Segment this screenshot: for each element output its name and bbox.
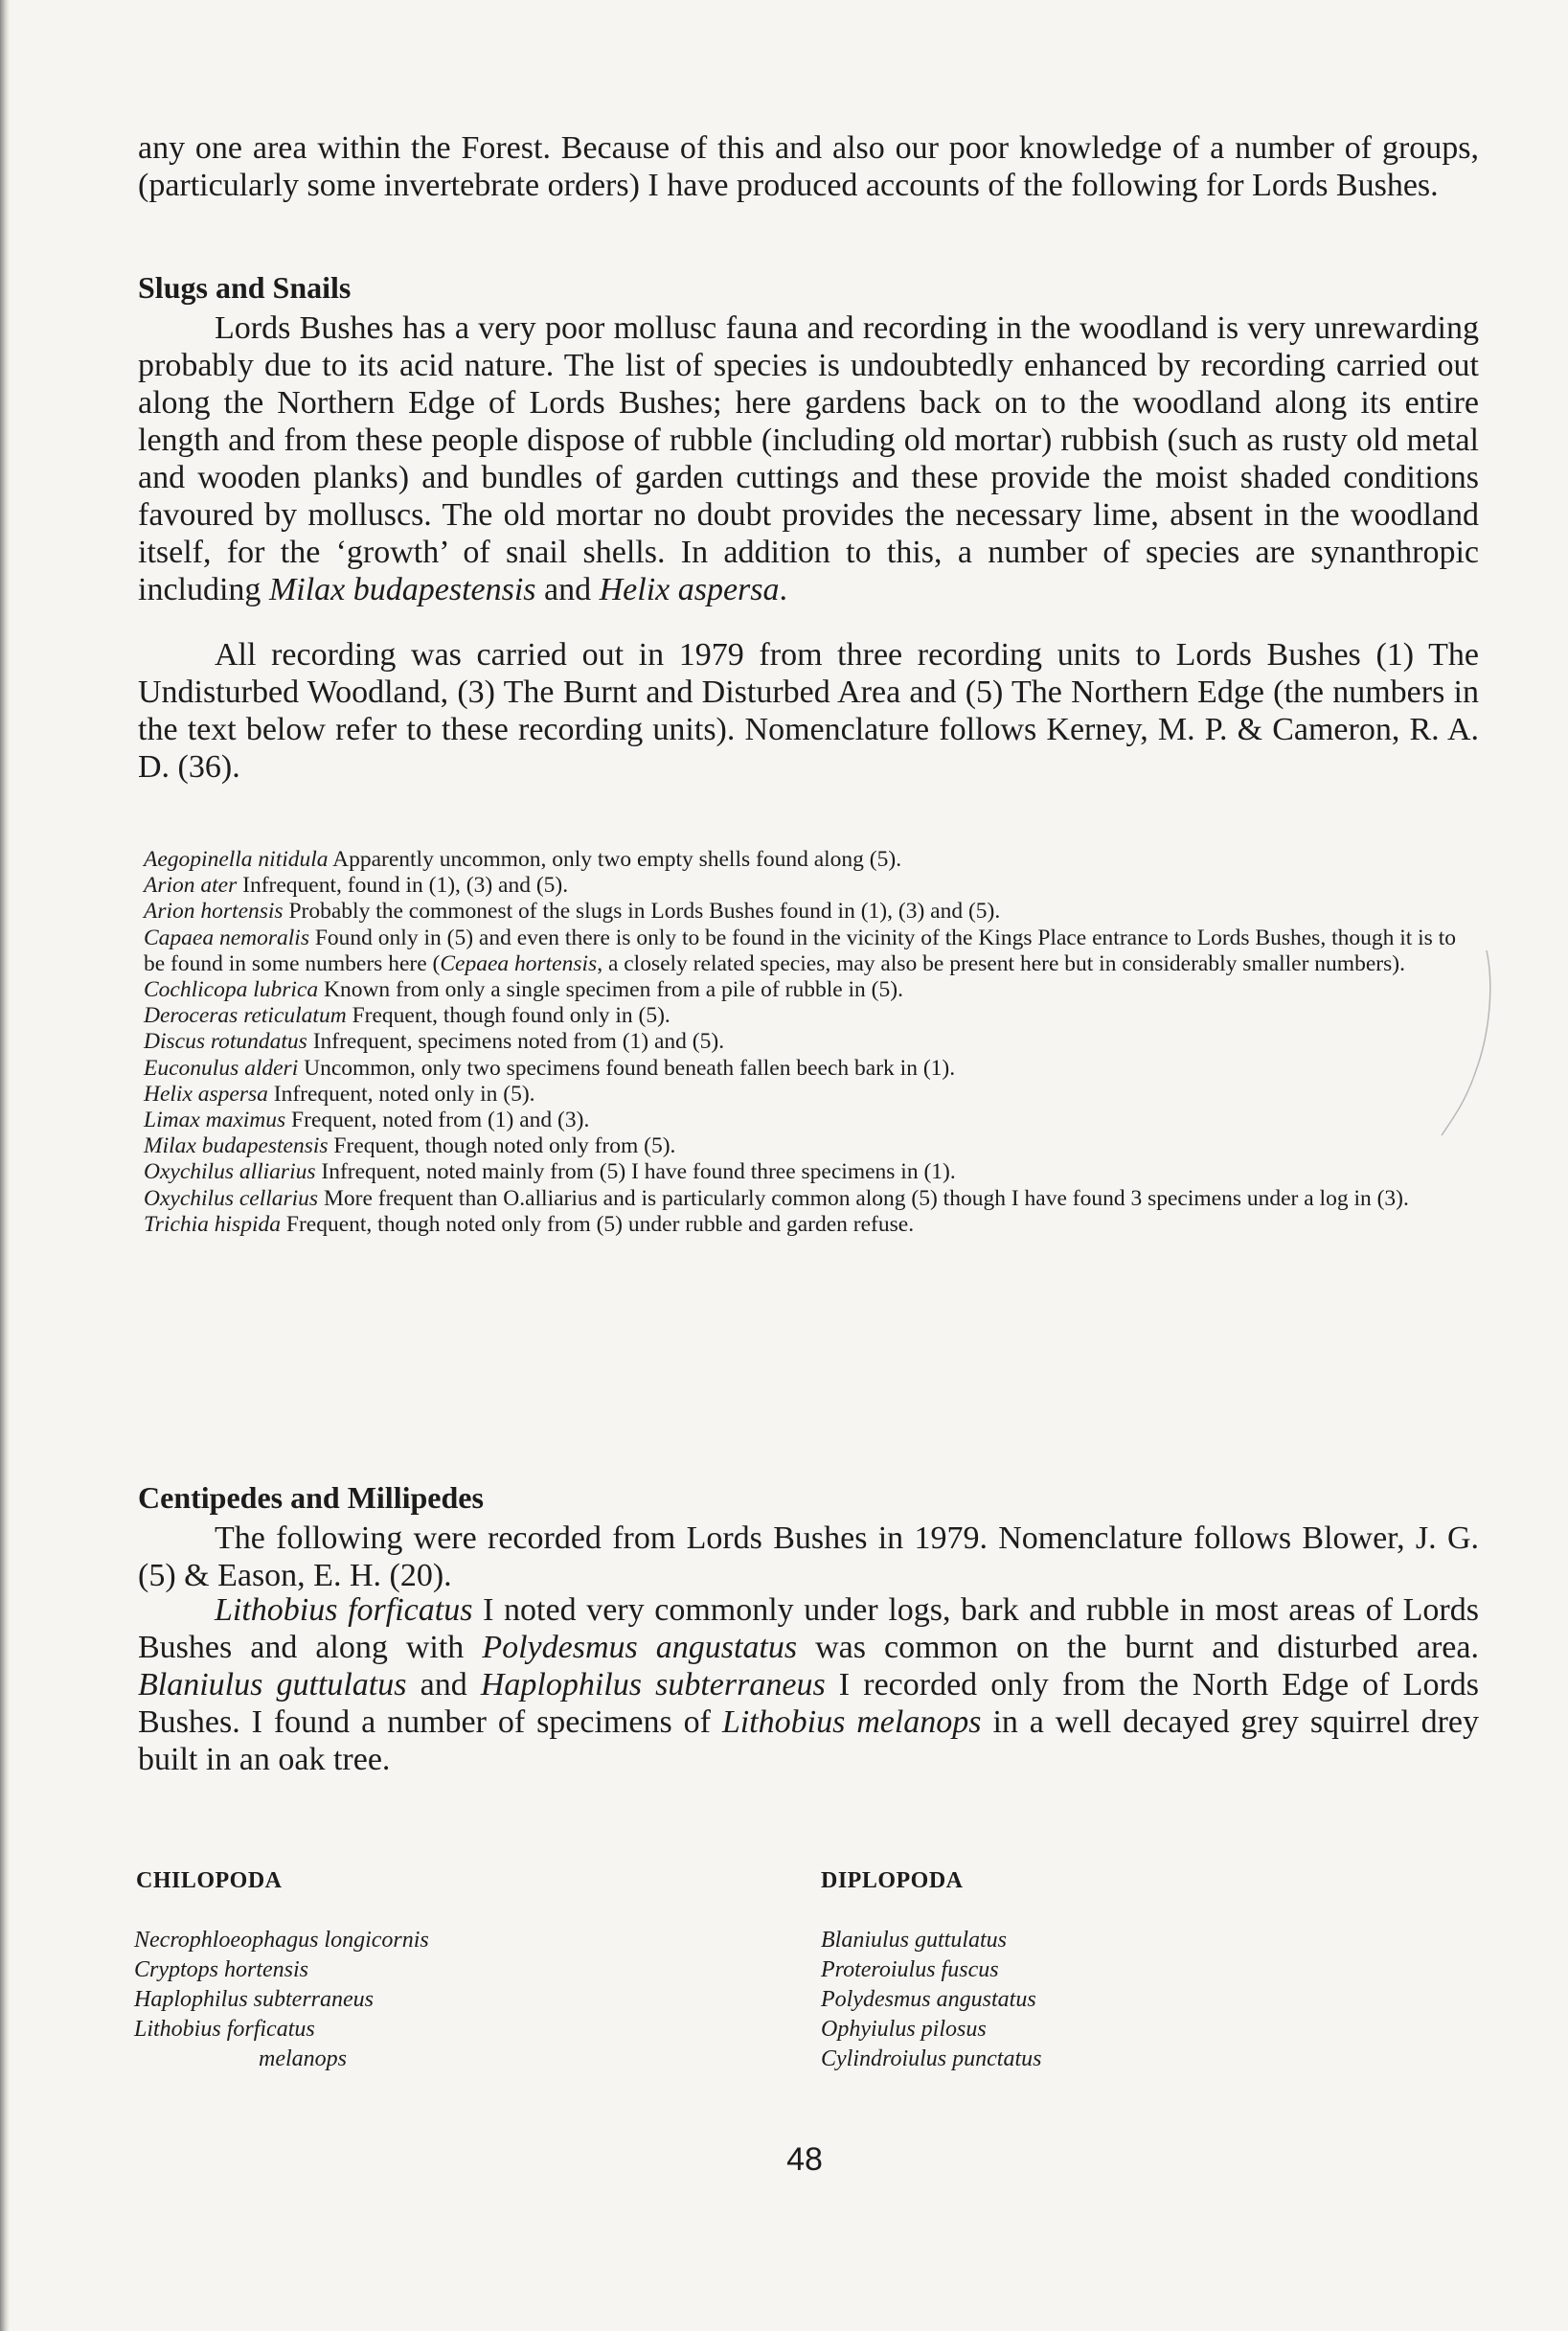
- entry-species-name: Limax maximus: [144, 1108, 286, 1133]
- page-number: 48: [786, 2141, 823, 2178]
- diplopoda-list: [821, 1926, 1041, 2074]
- entry-text: , a closely related species, may also be present here but in considerably smaller numbers).: [597, 950, 1405, 976]
- species-list-item: Lithobius forficatus: [134, 2017, 315, 2042]
- diplopoda-heading: DIPLOPODA: [821, 1868, 964, 1893]
- entry-species-name: Trichia hispida: [144, 1211, 281, 1237]
- entry-text: Apparently uncommon, only two empty shells found along (5).: [328, 847, 902, 872]
- run-species-name: Lithobius melanops: [721, 1704, 982, 1740]
- mollusc-species-list: [144, 847, 1480, 1238]
- species-list-item: Cylindroiulus punctatus: [821, 2046, 1042, 2071]
- entry-text: Infrequent, noted only in (5).: [267, 1081, 535, 1107]
- species-entry: [144, 926, 1480, 977]
- entry-text: Probably the commonest of the slugs in Lords Bushes found in (1), (3) and (5).: [283, 899, 1001, 925]
- entry-species-name: Capaea nemoralis: [144, 925, 309, 950]
- entry-species-name: Cochlicopa lubrica: [144, 977, 319, 1003]
- species-list-item: Ophyiulus pilosus: [821, 2017, 987, 2042]
- entry-species-name: Euconulus alderi: [144, 1055, 299, 1081]
- run-text: I noted very commonly under logs, bark and rubble in most areas of Lords Bushes and along with: [138, 1592, 1479, 1665]
- entry-text: More frequent than O.alliarius and is particularly common along (5) though I have found 3 specimens under a log in (3).: [318, 1185, 1409, 1211]
- species-entry: [144, 899, 1480, 925]
- entry-species-name: Discus rotundatus: [144, 1029, 307, 1055]
- run-text: I recorded only from the North Edge of Lords Bushes. I found a number of specimens of: [138, 1667, 1480, 1740]
- entry-species-name: Cepaea hortensis: [440, 950, 598, 976]
- entry-species-name: Deroceras reticulatum: [144, 1003, 347, 1029]
- species-list-item: Polydesmus angustatus: [821, 1987, 1036, 2012]
- entry-species-name: Arion hortensis: [144, 899, 284, 925]
- species-entry: [144, 847, 1480, 873]
- species-entry: [144, 1056, 1480, 1082]
- run-text: and: [535, 572, 600, 607]
- entry-text: Found only in (5) and even there is only to be found in the vicinity of the Kings Place entrance to Lords Bushes, though it is to be found in some numbers here (: [144, 925, 1456, 976]
- species-entry: [144, 873, 1480, 899]
- entry-text: Frequent, though found only in (5).: [346, 1003, 670, 1029]
- run-species-name: Haplophilus subterraneus: [480, 1667, 826, 1703]
- species-list-item: Blaniulus guttulatus: [821, 1928, 1008, 1953]
- entry-species-name: Arion ater: [144, 873, 238, 899]
- entry-text: Frequent, though noted only from (5).: [328, 1133, 676, 1159]
- run-species-name: Polydesmus angustatus: [482, 1630, 798, 1665]
- slugs-heading: Slugs and Snails: [138, 270, 352, 305]
- run-text: in a well decayed grey squirrel drey built in an oak tree.: [138, 1704, 1479, 1777]
- binding-shadow: [0, 0, 10, 2331]
- chilopoda-list: [134, 1926, 429, 2074]
- slugs-paragraph-1: [138, 309, 1479, 608]
- run-text: was common on the burnt and disturbed area.: [797, 1630, 1479, 1665]
- species-entry: [144, 1082, 1480, 1108]
- entry-species-name: Oxychilus cellarius: [144, 1185, 319, 1211]
- run-species-name: Lithobius forficatus: [215, 1592, 473, 1628]
- species-list-item: Haplophilus subterraneus: [134, 1987, 375, 2012]
- entry-text: Frequent, though noted only from (5) under rubble and garden refuse.: [281, 1211, 915, 1237]
- chilopoda-heading: CHILOPODA: [136, 1868, 283, 1893]
- intro-paragraph: any one area within the Forest. Because of this and also our poor knowledge of a number of groups, (particularly some invertebrate orders) I have produced accounts of the following for Lords Bushes.: [138, 130, 1479, 203]
- centipedes-paragraph-1: The following were recorded from Lords Bushes in 1979. Nomenclature follows Blower, J. G. (5) & Eason, E. H. (20).: [138, 1520, 1479, 1593]
- entry-species-name: Oxychilus alliarius: [144, 1159, 316, 1185]
- slugs-paragraph-2: All recording was carried out in 1979 from three recording units to Lords Bushes (1) The Undisturbed Woodland, (3) The Burnt and Disturbed Area and (5) The Northern Edge (the numbers in the text below refer to these recording units). Nomenclature follows Kerney, M. P. & Cameron, R. A. D. (36).: [138, 637, 1479, 785]
- species-list-item: Proteroiulus fuscus: [821, 1957, 999, 1982]
- run-text: .: [779, 572, 788, 607]
- run-text: and: [406, 1667, 481, 1703]
- pencil-mark: [1437, 948, 1504, 1140]
- run-text: Lords Bushes has a very poor mollusc fauna and recording in the woodland is very unrewarding probably due to its acid nature. The list of species is undoubtedly enhanced by recording carried out along the Northern Edge of Lords Bushes; here gardens back on to the woodland along its entire length and from these people dispose of rubble (including old mortar) rubbish (such as rusty old metal and wooden planks) and bundles of garden cuttings and these provide the moist shaded conditions favoured by molluscs. The old mortar no doubt provides the necessary lime, absent in the woodland itself, for the ‘growth’ of snail shells. In addition to this, a number of species are synanthropic including: [138, 310, 1479, 607]
- centipedes-heading: Centipedes and Millipedes: [138, 1480, 484, 1515]
- entry-text: Infrequent, noted mainly from (5) I have found three specimens in (1).: [315, 1159, 956, 1185]
- species-entry: [144, 1108, 1480, 1133]
- entry-text: Infrequent, specimens noted from (1) and (5).: [307, 1029, 725, 1055]
- species-list-item: Necrophloeophagus longicornis: [134, 1928, 429, 1953]
- species-entry: [144, 1159, 1480, 1185]
- species-entry: [144, 1133, 1480, 1159]
- entry-species-name: Aegopinella nitidula: [144, 847, 329, 872]
- species-entry: [144, 1029, 1480, 1055]
- entry-text: Frequent, noted from (1) and (3).: [285, 1108, 590, 1133]
- species-entry: [144, 1186, 1480, 1212]
- entry-text: Uncommon, only two specimens found beneath fallen beech bark in (1).: [298, 1055, 956, 1081]
- entry-text: Infrequent, found in (1), (3) and (5).: [237, 873, 569, 899]
- species-list-item: melanops: [259, 2046, 347, 2071]
- species-entry: [144, 1003, 1480, 1029]
- species-entry: [144, 977, 1480, 1003]
- species-entry: [144, 1212, 1480, 1238]
- entry-species-name: Milax budapestensis: [144, 1133, 329, 1159]
- entry-species-name: Helix aspersa: [144, 1081, 268, 1107]
- centipedes-paragraph-2: [138, 1591, 1479, 1778]
- run-species-name: Blaniulus guttulatus: [138, 1667, 407, 1703]
- species-list-item: Cryptops hortensis: [134, 1957, 309, 1982]
- run-species-name: Milax budapestensis: [268, 572, 536, 607]
- entry-text: Known from only a single specimen from a pile of rubble in (5).: [318, 977, 903, 1003]
- run-species-name: Helix aspersa: [599, 572, 780, 607]
